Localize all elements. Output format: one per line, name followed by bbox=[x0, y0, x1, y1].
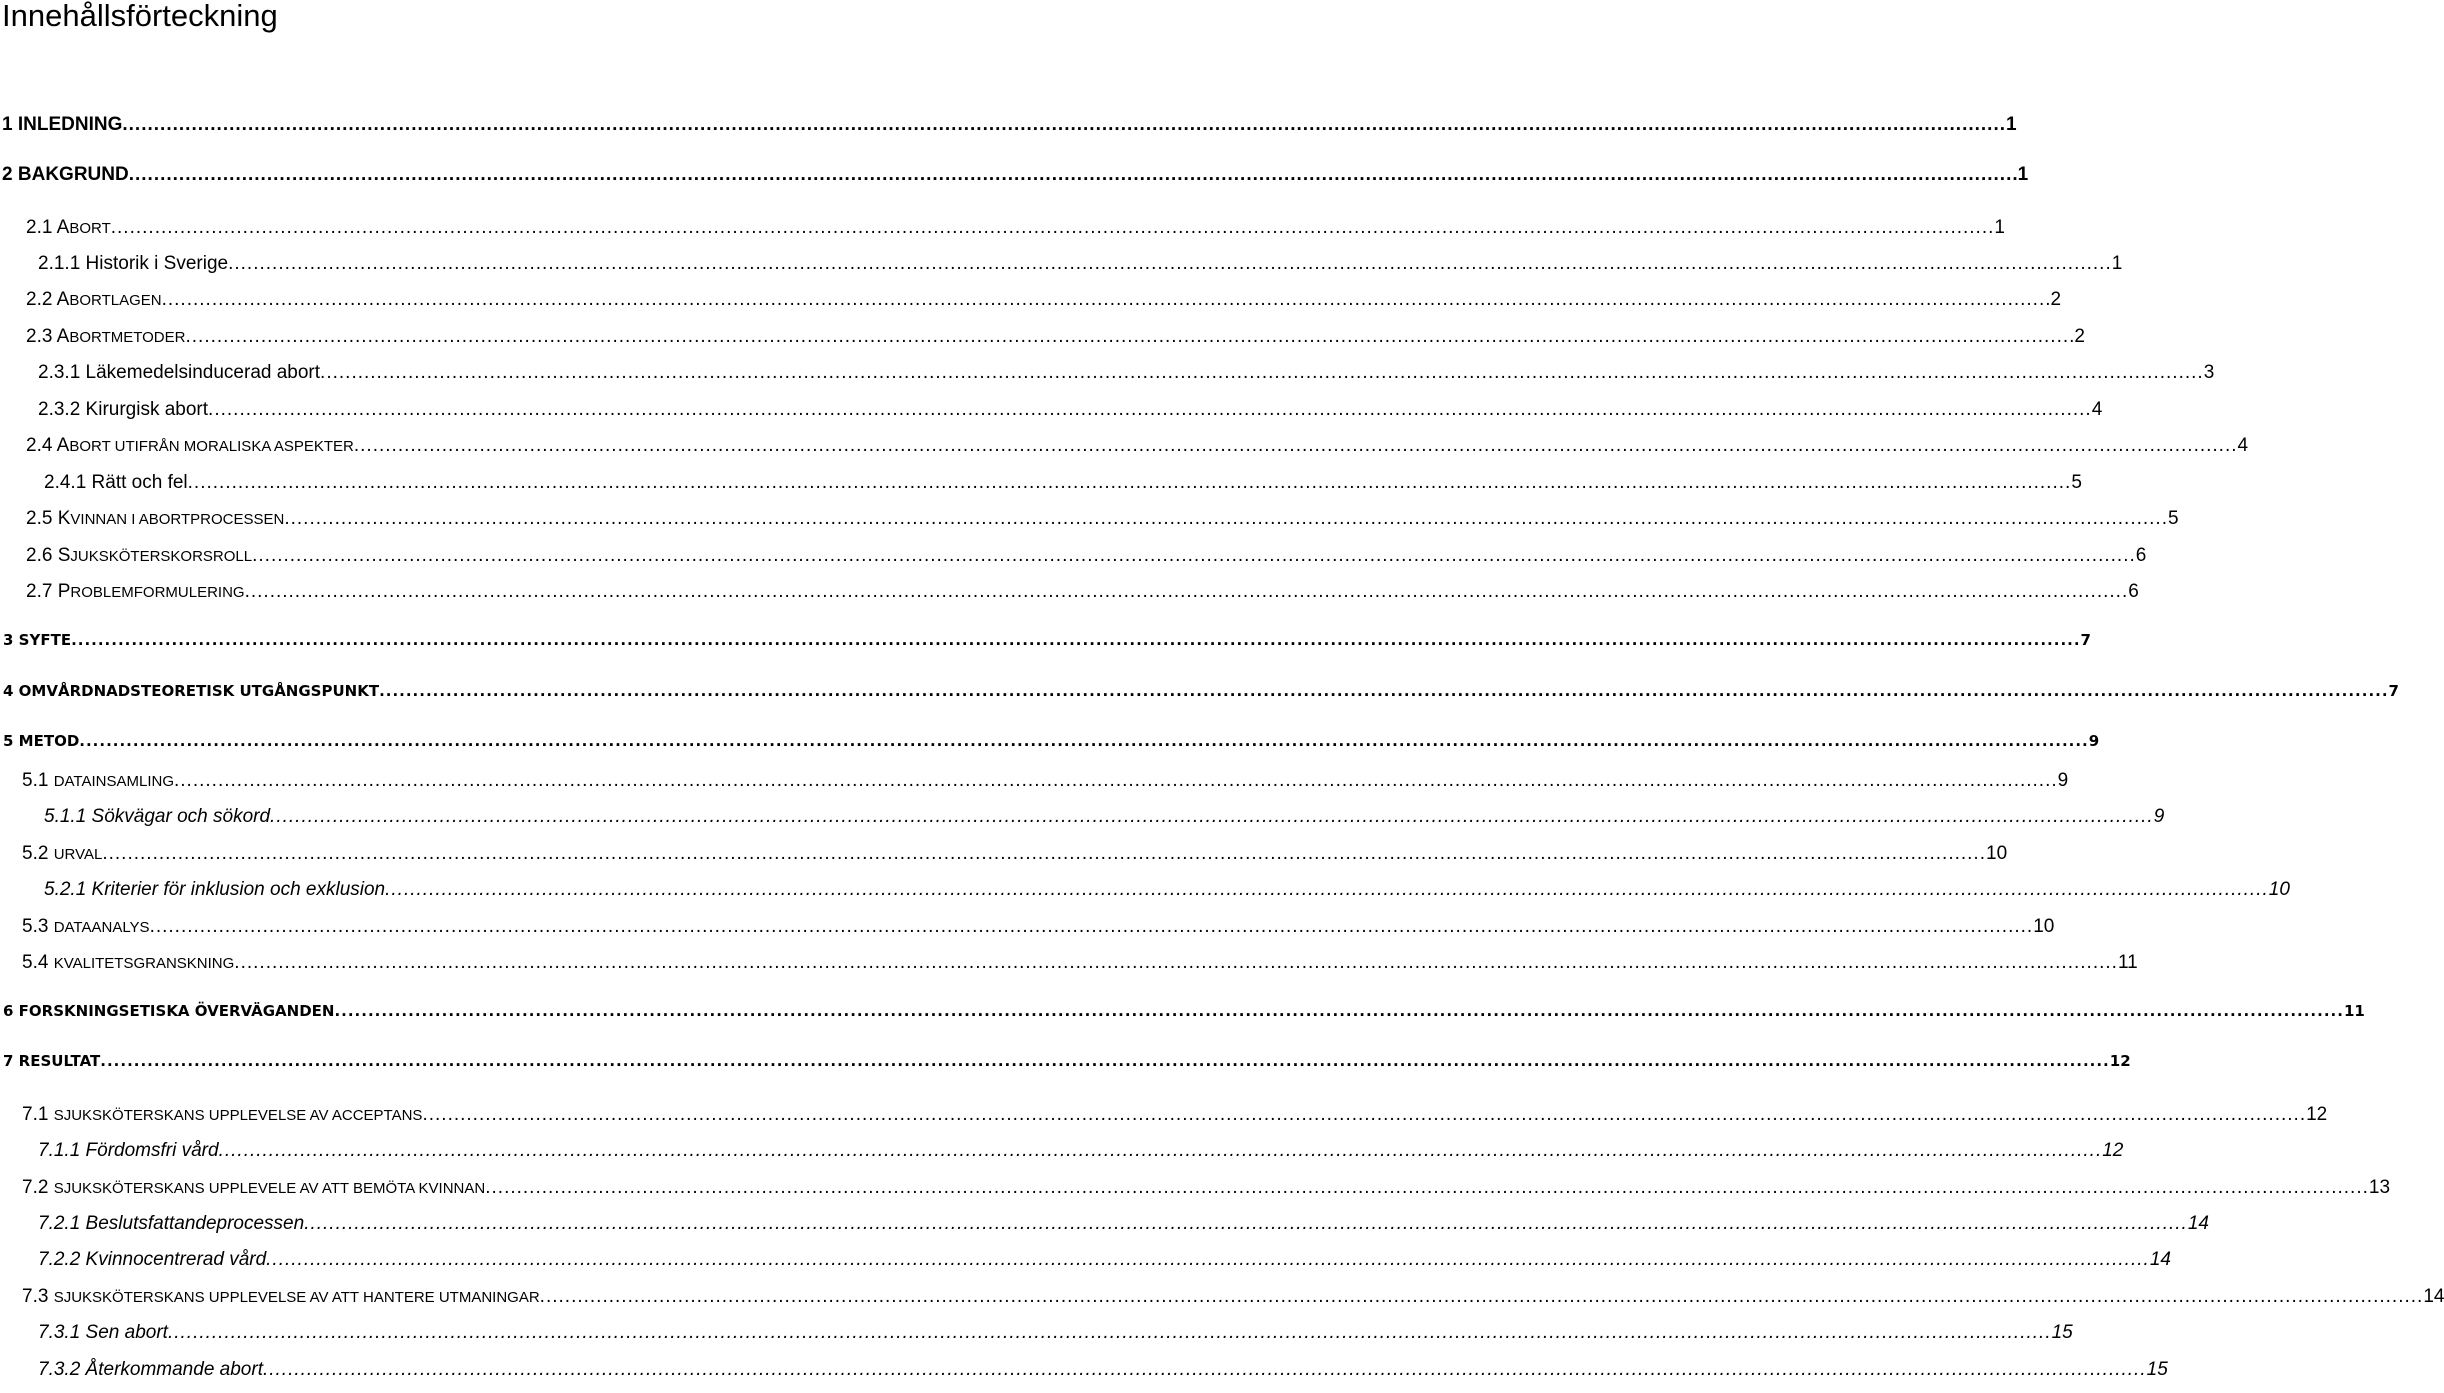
dot-leader: ............................................................................................................................................................................................................................................................................................................ bbox=[208, 399, 2092, 420]
toc-entry[interactable] bbox=[22, 916, 2055, 939]
toc-entry-label bbox=[3, 1002, 334, 1020]
toc-page-number: 7 bbox=[2080, 631, 2091, 649]
toc-page-number: 4 bbox=[2237, 435, 2249, 456]
toc-page-number: 14 bbox=[2423, 1286, 2444, 1307]
toc-entry-text: Läkemedelsinducerad abort bbox=[85, 362, 321, 383]
toc-entry-label bbox=[22, 1286, 540, 1309]
toc-entry-number: 4 bbox=[3, 682, 19, 700]
toc-page-number: 12 bbox=[2102, 1140, 2124, 1161]
dot-leader: ............................................................................................................................................................................................................................................................................................................ bbox=[79, 732, 2089, 750]
toc-entry-text: ROBLEMFORMULERING bbox=[70, 584, 245, 601]
dot-leader: ............................................................................................................................................................................................................................................................................................................ bbox=[234, 952, 2118, 973]
toc-entry-text: Beslutsfattandeprocessen bbox=[85, 1213, 305, 1234]
toc-entry[interactable] bbox=[22, 843, 2008, 866]
toc-entry-label bbox=[38, 399, 208, 422]
toc-entry-text: OMVÅRDNADSTEORETISK UTGÅNGSPUNKT bbox=[18, 682, 380, 700]
dot-leader: ............................................................................................................................................................................................................................................................................................................ bbox=[71, 631, 2081, 649]
toc-entry[interactable] bbox=[26, 545, 2147, 568]
dot-leader: ............................................................................................................................................................................................................................................................................................................ bbox=[187, 472, 2072, 493]
toc-entry-text: RESULTAT bbox=[18, 1052, 101, 1070]
toc-entry-number: 2.5 bbox=[26, 508, 58, 529]
toc-entry[interactable] bbox=[3, 631, 2091, 649]
dot-leader: ............................................................................................................................................................................................................................................................................................................ bbox=[228, 253, 2112, 274]
toc-entry-label bbox=[22, 952, 234, 975]
toc-entry-label bbox=[38, 1322, 168, 1345]
toc-entry-label bbox=[3, 682, 379, 700]
toc-entry[interactable] bbox=[26, 581, 2139, 604]
toc-entry[interactable] bbox=[44, 806, 2165, 829]
toc-entry-label bbox=[3, 631, 71, 649]
toc-entry-label bbox=[38, 253, 228, 276]
toc-entry-text: FORSKNINGSETISKA ÖVERVÄGANDEN bbox=[18, 1002, 335, 1020]
toc-page-number: 14 bbox=[2149, 1249, 2171, 1270]
toc-page-number: 11 bbox=[2117, 952, 2138, 973]
toc-entry-number: 2.3 bbox=[26, 326, 57, 347]
toc-entry-number: 7.3.2 bbox=[38, 1359, 86, 1380]
toc-entry-number: 6 bbox=[3, 1002, 19, 1020]
toc-entry-label bbox=[2, 164, 129, 187]
toc-entry-initial: A bbox=[56, 435, 70, 456]
toc-entry-text: BORTMETODER bbox=[69, 329, 186, 346]
dot-leader: ............................................................................................................................................................................................................................................................................................................ bbox=[385, 879, 2269, 900]
toc-page-number: 7 bbox=[2388, 682, 2399, 700]
toc-entry[interactable] bbox=[38, 253, 2123, 276]
toc-entry-number: 7.2.2 bbox=[38, 1249, 86, 1270]
toc-page-number: 12 bbox=[2109, 1052, 2131, 1070]
toc-page-number: 15 bbox=[2051, 1322, 2073, 1343]
toc-page-number: 4 bbox=[2091, 399, 2103, 420]
toc-entry-label bbox=[44, 806, 270, 829]
toc-page-number: 9 bbox=[2057, 770, 2069, 791]
toc-entry-text: NLEDNING bbox=[23, 114, 123, 135]
dot-leader: ............................................................................................................................................................................................................................................................................................................ bbox=[334, 1002, 2344, 1020]
toc-entry[interactable] bbox=[38, 1359, 2168, 1382]
toc-entry[interactable] bbox=[26, 217, 2005, 240]
dot-leader: ............................................................................................................................................................................................................................................................................................................ bbox=[218, 1140, 2103, 1161]
toc-entry-initial: I bbox=[17, 114, 24, 135]
toc-entry[interactable] bbox=[44, 472, 2082, 495]
dot-leader: ............................................................................................................................................................................................................................................................................................................ bbox=[262, 1359, 2147, 1380]
toc-entry-label bbox=[3, 732, 79, 750]
toc-entry-label bbox=[38, 1359, 263, 1382]
toc-entry-initial: A bbox=[56, 289, 70, 310]
toc-entry-label bbox=[26, 545, 252, 568]
toc-entry-number: 2.7 bbox=[26, 581, 58, 602]
dot-leader: ............................................................................................................................................................................................................................................................................................................ bbox=[128, 164, 2013, 185]
dot-leader: ............................................................................................................................................................................................................................................................................................................ bbox=[379, 682, 2389, 700]
toc-entry-number: 5.3 bbox=[22, 916, 54, 937]
toc-entry-text: SJUKSKÖTERSKANS UPPLEVELE AV ATT BEMÖTA KVINNAN bbox=[53, 1180, 486, 1197]
toc-entry[interactable] bbox=[26, 326, 2085, 349]
toc-entry-number: 2.3.2 bbox=[38, 399, 86, 420]
dot-leader: ............................................................................................................................................................................................................................................................................................................ bbox=[320, 362, 2204, 383]
toc-entry-number: 2.1.1 bbox=[38, 253, 86, 274]
toc-entry[interactable] bbox=[26, 435, 2249, 458]
toc-page-number: 5 bbox=[2168, 508, 2179, 529]
toc-entry-label bbox=[38, 362, 320, 385]
toc-entry-number: 2.1 bbox=[26, 217, 57, 238]
toc-entry-label bbox=[3, 1052, 100, 1070]
dot-leader: ............................................................................................................................................................................................................................................................................................................ bbox=[284, 508, 2168, 529]
dot-leader: ............................................................................................................................................................................................................................................................................................................ bbox=[167, 1322, 2052, 1343]
toc-entry-number: 2.4 bbox=[26, 435, 57, 456]
toc-entry-label bbox=[22, 843, 102, 866]
toc-page-number: 12 bbox=[2306, 1104, 2328, 1125]
toc-entry[interactable] bbox=[26, 289, 2062, 312]
toc-entry-number: 2 bbox=[2, 164, 18, 185]
toc-entry-label bbox=[2, 114, 122, 137]
toc-entry-number: 5.1.1 bbox=[44, 806, 92, 827]
toc-entry[interactable] bbox=[22, 1177, 2391, 1200]
toc-page-number: 1 bbox=[2006, 114, 2017, 135]
dot-leader: ............................................................................................................................................................................................................................................................................................................ bbox=[539, 1286, 2424, 1307]
toc-entry-text: BORT UTIFRÅN MORALISKA ASPEKTER bbox=[69, 438, 354, 455]
toc-entry-initial: A bbox=[56, 326, 70, 347]
dot-leader: ............................................................................................................................................................................................................................................................................................................ bbox=[110, 217, 1995, 238]
toc-entry[interactable] bbox=[38, 362, 2215, 385]
toc-entry-initial: B bbox=[17, 164, 32, 185]
toc-entry[interactable] bbox=[38, 1249, 2171, 1272]
toc-entry[interactable] bbox=[3, 1052, 2131, 1070]
toc-entry-label bbox=[22, 1104, 422, 1127]
toc-entry-text: Återkommande abort bbox=[85, 1359, 263, 1380]
dot-leader: ............................................................................................................................................................................................................................................................................................................ bbox=[185, 326, 2070, 347]
toc-entry-label bbox=[26, 435, 354, 458]
toc-entry-text: VINNAN I ABORTPROCESSEN bbox=[70, 511, 285, 528]
dot-leader: ............................................................................................................................................................................................................................................................................................................ bbox=[149, 916, 2034, 937]
toc-page-number: 10 bbox=[1986, 843, 2008, 864]
dot-leader: ............................................................................................................................................................................................................................................................................................................ bbox=[161, 289, 2046, 310]
toc-entry[interactable] bbox=[22, 1104, 2328, 1127]
toc-entry-number: 2.3.1 bbox=[38, 362, 86, 383]
dot-leader: ............................................................................................................................................................................................................................................................................................................ bbox=[122, 114, 2007, 135]
toc-entry-label bbox=[26, 326, 185, 349]
toc-entry-text: DATAANALYS bbox=[53, 919, 150, 936]
dot-leader: ............................................................................................................................................................................................................................................................................................................ bbox=[174, 770, 2058, 791]
toc-page-number: 10 bbox=[2033, 916, 2055, 937]
dot-leader: ............................................................................................................................................................................................................................................................................................................ bbox=[304, 1213, 2188, 1234]
toc-entry-number: 2.2 bbox=[26, 289, 57, 310]
toc-entry-text: KVALITETSGRANSKNING bbox=[53, 955, 235, 972]
toc-page-number: 6 bbox=[2128, 581, 2139, 602]
toc-entry-label bbox=[26, 581, 245, 604]
toc-entry[interactable] bbox=[38, 1140, 2124, 1163]
toc-entry[interactable] bbox=[22, 1286, 2444, 1309]
toc-page-number: 15 bbox=[2146, 1359, 2168, 1380]
toc-entry[interactable] bbox=[38, 1322, 2073, 1345]
toc-entry-number: 3 bbox=[3, 631, 19, 649]
toc-page-number: .1 bbox=[2012, 164, 2029, 185]
toc-entry-text: Kriterier för inklusion och exklusion bbox=[91, 879, 386, 900]
dot-leader: ............................................................................................................................................................................................................................................................................................................ bbox=[266, 1249, 2150, 1270]
toc-page-number: 11 bbox=[2343, 1002, 2365, 1020]
dot-leader: ............................................................................................................................................................................................................................................................................................................ bbox=[252, 545, 2136, 566]
toc-entry[interactable] bbox=[38, 1213, 2209, 1236]
toc-entry-initial: K bbox=[57, 508, 71, 529]
toc-entry[interactable] bbox=[26, 508, 2179, 531]
toc-entry-number: 7.3.1 bbox=[38, 1322, 86, 1343]
toc-page-number: .2 bbox=[2045, 289, 2062, 310]
toc-entry[interactable] bbox=[22, 952, 2138, 975]
toc-entry-text: Historik i Sverige bbox=[85, 253, 229, 274]
toc-entry[interactable] bbox=[3, 1002, 2365, 1020]
toc-page-number: 14 bbox=[2187, 1213, 2209, 1234]
toc-entry-text: SJUKSKÖTERSKANS UPPLEVELSE AV ACCEPTANS bbox=[53, 1107, 423, 1124]
toc-entry[interactable] bbox=[3, 732, 2100, 750]
toc-entry[interactable] bbox=[22, 770, 2069, 793]
dot-leader: ............................................................................................................................................................................................................................................................................................................ bbox=[270, 806, 2154, 827]
toc-entry-text: URVAL bbox=[53, 846, 103, 863]
toc-page-number: 9 bbox=[2153, 806, 2165, 827]
toc-page-number: 9 bbox=[2088, 732, 2100, 750]
toc-entry-initial: P bbox=[57, 581, 71, 602]
toc-entry-number: 5.2 bbox=[22, 843, 54, 864]
toc-entry-text: Rätt och fel bbox=[91, 472, 188, 493]
toc-entry-number: 5.1 bbox=[22, 770, 54, 791]
toc-entry-label bbox=[22, 770, 174, 793]
dot-leader: ............................................................................................................................................................................................................................................................................................................ bbox=[353, 435, 2238, 456]
toc-entry-label bbox=[38, 1140, 219, 1163]
toc-entry-label bbox=[38, 1249, 266, 1272]
toc-entry-number: 2.4.1 bbox=[44, 472, 92, 493]
toc-entry-text: Kvinnocentrerad vård bbox=[85, 1249, 267, 1270]
toc-page-number: .2 bbox=[2069, 326, 2085, 347]
toc-entry-label bbox=[22, 916, 150, 939]
toc-page-number: 10 bbox=[2268, 879, 2290, 900]
toc-entry-initial: A bbox=[56, 217, 70, 238]
toc-entry-label bbox=[44, 879, 385, 902]
toc-page-number: 6 bbox=[2135, 545, 2147, 566]
toc-entry-text: SJUKSKÖTERSKANS UPPLEVELSE AV ATT HANTERE UTMANINGAR bbox=[53, 1289, 540, 1306]
toc-entry-text: BORTLAGEN bbox=[69, 292, 162, 309]
toc-entry-number: 5 bbox=[3, 732, 19, 750]
toc-entry[interactable] bbox=[3, 682, 2399, 700]
toc-entry[interactable] bbox=[2, 114, 2017, 137]
dot-leader: ............................................................................................................................................................................................................................................................................................................ bbox=[102, 843, 1986, 864]
toc-entry-number: 5.4 bbox=[22, 952, 54, 973]
dot-leader: ............................................................................................................................................................................................................................................................................................................ bbox=[100, 1052, 2110, 1070]
toc-entry-number: 7.2 bbox=[22, 1177, 54, 1198]
toc-entry-text: METOD bbox=[18, 732, 80, 750]
toc-page-number: 1 bbox=[2111, 253, 2123, 274]
toc-entry-text: BORT bbox=[69, 220, 111, 237]
toc-entry-number: 1 bbox=[2, 114, 18, 135]
toc-entry[interactable] bbox=[38, 399, 2103, 422]
toc-entry-text: Kirurgisk abort bbox=[85, 399, 209, 420]
toc-entry-label bbox=[38, 1213, 304, 1236]
toc-entry-label bbox=[26, 289, 162, 312]
toc-entry[interactable] bbox=[44, 879, 2290, 902]
toc-entry-label bbox=[26, 508, 284, 531]
dot-leader: ............................................................................................................................................................................................................................................................................................................ bbox=[422, 1104, 2307, 1125]
page-title: Innehållsförteckning bbox=[2, 0, 278, 33]
toc-entry-text: AKGRUND bbox=[31, 164, 129, 185]
toc-entry-text: Sökvägar och sökord bbox=[91, 806, 271, 827]
toc-entry-number: 7.1.1 bbox=[38, 1140, 86, 1161]
toc-page-number: 3 bbox=[2203, 362, 2215, 383]
toc-entry-text: Sen abort bbox=[85, 1322, 168, 1343]
toc-page-number: 13 bbox=[2368, 1177, 2391, 1198]
dot-leader: ............................................................................................................................................................................................................................................................................................................ bbox=[244, 581, 2129, 602]
toc-entry[interactable] bbox=[2, 164, 2029, 187]
toc-entry-number: 7.3 bbox=[22, 1286, 54, 1307]
toc-entry-number: 7.2.1 bbox=[38, 1213, 86, 1234]
toc-entry-text: SYFTE bbox=[18, 631, 72, 649]
toc-page-number: 1 bbox=[1994, 217, 2005, 238]
toc-entry-number: 7 bbox=[3, 1052, 19, 1070]
toc-entry-initial: S bbox=[57, 545, 71, 566]
toc-entry-label bbox=[26, 217, 111, 240]
toc-entry-number: 7.1 bbox=[22, 1104, 54, 1125]
toc-entry-text: JUKSKÖTERSKORSROLL bbox=[70, 548, 253, 565]
toc-entry-text: DATAINSAMLING bbox=[53, 773, 174, 790]
toc-entry-label bbox=[44, 472, 188, 495]
dot-leader: ............................................................................................................................................................................................................................................................................................................ bbox=[485, 1177, 2369, 1198]
toc-entry-text: Fördomsfri vård bbox=[85, 1140, 219, 1161]
toc-entry-label bbox=[22, 1177, 485, 1200]
toc-entry-number: 5.2.1 bbox=[44, 879, 92, 900]
toc-page-number: 5 bbox=[2071, 472, 2082, 493]
toc-entry-number: 2.6 bbox=[26, 545, 58, 566]
